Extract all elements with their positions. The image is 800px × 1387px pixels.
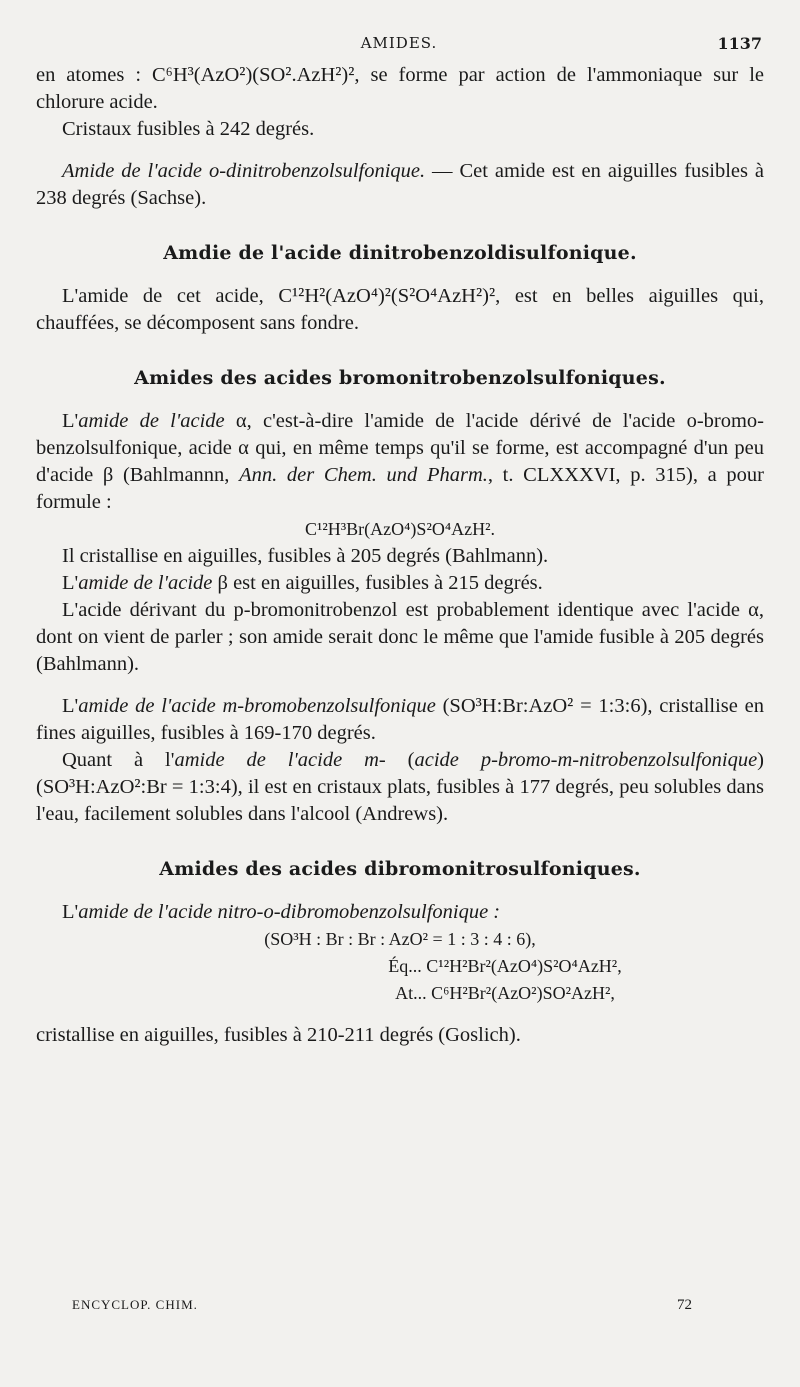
running-head [36,34,762,58]
paragraph: Quant à l'amide de l'acide m- (acide p-bromo-m-nitrobenzolsulfonique) (SO³H:AzO²:Br = 1:3:4), il est en cristaux plats, fusibles à 177 degrés, peu solubles dans l'eau, facilement solubles dans l'alcool (Andrews). [36,749,764,825]
page-number: 1137 [717,34,762,53]
spacer [36,337,764,363]
paragraph: L'amide de cet acide, C¹²H²(AzO⁴)²(S²O⁴AzH²)², est en belles aiguilles qui, chauffées, se décomposent sans fondre. [36,285,764,334]
paragraph: en atomes : C⁶H³(AzO²)(SO².AzH²)², se forme par action de l'ammoniaque sur le chlorure acide. [36,64,764,113]
spacer [36,1007,764,1022]
formula-line: (SO³H : Br : Br : AzO² = 1 : 3 : 4 : 6), [264,929,536,949]
spacer [36,884,764,899]
page-body [36,62,764,1049]
paragraph: L'acide dérivant du p-bromonitrobenzol est probablement identique avec l'acide α, dont on vient de parler ; son amide serait donc le même que l'amide fusible à 205 degrés (Bahlmann). [36,599,764,675]
equation-line: Éq... C¹²H²Br²(AzO⁴)S²O⁴AzH², [388,956,622,976]
paragraph: Amide de l'acide o-dinitrobenzolsulfonique. — Cet amide est en aiguilles fusibles à 238 degrés (Sachse). [36,160,764,209]
spacer [36,828,764,854]
page-footer [72,1297,692,1319]
footer-sheet-number: 72 [677,1297,692,1313]
spacer [36,678,764,693]
formula-line: C¹²H³Br(AzO⁴)S²O⁴AzH². [304,519,495,539]
paragraph: L'amide de l'acide nitro-o-dibromobenzolsulfonique : [62,901,501,923]
footer-signature: ENCYCLOP. CHIM. [72,1297,198,1312]
paragraph: Cristaux fusibles à 242 degrés. [62,118,315,140]
paragraph: L'amide de l'acide β est en aiguilles, fusibles à 215 degrés. [62,572,543,594]
spacer [36,268,764,283]
paragraph: cristallise en aiguilles, fusibles à 210-211 degrés (Goslich). [36,1024,521,1046]
spacer [36,143,764,158]
running-head-title: AMIDES. [360,34,438,52]
spacer [36,393,764,408]
paragraph: L'amide de l'acide m-bromobenzolsulfonique (SO³H:Br:AzO² = 1:3:6), cristallise en fines aiguilles, fusibles à 169-170 degrés. [36,695,764,744]
section-heading: Amides des acides dibromonitrosulfoniques. [159,858,641,880]
paragraph: L'amide de l'acide α, c'est-à-dire l'amide de l'acide dérivé de l'acide o-bromo-benzolsulfonique, acide α qui, en même temps qu'il se forme, est accompagné d'un peu d'acide β (Bahlmannn, Ann. der Chem. und Pharm., t. CLXXXVI, p. 315), a pour formule : [36,410,765,513]
section-heading: Amides des acides bromonitrobenzolsulfoniques. [134,367,666,389]
paragraph: Il cristallise en aiguilles, fusibles à 205 degrés (Bahlmann). [62,545,549,567]
equation-line: At... C⁶H²Br²(AzO²)SO²AzH², [395,983,615,1003]
section-heading: Amdie de l'acide dinitrobenzoldisulfonique. [163,242,637,264]
spacer [36,212,764,238]
